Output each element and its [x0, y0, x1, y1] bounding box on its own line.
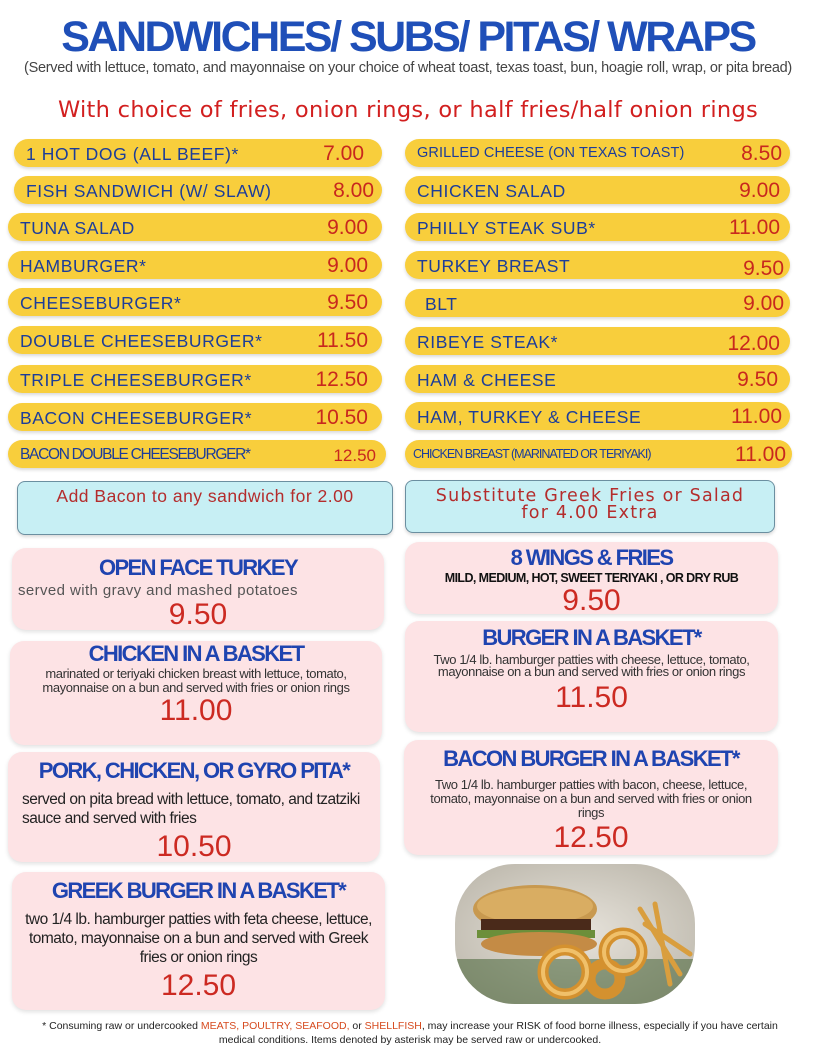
disclaimer-meats: MEATS, POULTRY, SEAFOOD, — [200, 1020, 350, 1032]
item-price: 9.50 — [327, 291, 368, 314]
menu-item — [405, 402, 790, 430]
health-disclaimer — [30, 1019, 790, 1047]
menu-item — [8, 251, 382, 279]
substitute-text: Substitute Greek Fries or Salad for 4.00 Extra — [435, 486, 745, 523]
special-title: OPEN FACE TURKEY — [98, 555, 298, 580]
add-bacon-note — [17, 481, 393, 535]
special-price: 12.50 — [553, 821, 629, 854]
item-name: CHICKEN SALAD — [417, 181, 566, 201]
item-price: 11.00 — [735, 443, 786, 466]
special-desc: marinated or teriyaki chicken breast with lettuce, tomato, mayonnaise on a bun and served with fries or onion rings — [42, 666, 350, 695]
special-desc: MILD, MEDIUM, HOT, SWEET TERIYAKI , OR DRY RUB — [444, 571, 739, 585]
disclaimer-pre: * Consuming raw or undercooked — [42, 1020, 201, 1032]
chicken-basket-card — [10, 641, 382, 745]
side-choice-text: With choice of fries, onion rings, or half fries/half onion rings — [57, 97, 759, 123]
item-price: 12.50 — [315, 368, 368, 391]
special-title: BURGER IN A BASKET* — [482, 625, 701, 650]
item-name: 1 HOT DOG (ALL BEEF)* — [26, 144, 239, 164]
item-name: TUNA SALAD — [20, 218, 135, 238]
special-title: 8 WINGS & FRIES — [510, 545, 673, 570]
menu-item — [8, 365, 382, 393]
item-price: 12.50 — [333, 446, 376, 465]
special-title: BACON BURGER IN A BASKET* — [443, 746, 739, 771]
item-name: HAM, TURKEY & CHEESE — [417, 407, 642, 427]
item-price: 9.00 — [743, 292, 784, 315]
menu-title: SANDWICHES/ SUBS/ PITAS/ WRAPS — [61, 13, 755, 61]
item-name: CHICKEN BREAST (MARINATED OR TERIYAKI) — [413, 447, 651, 461]
item-price: 9.00 — [739, 179, 780, 202]
item-name: TRIPLE CHEESEBURGER* — [20, 370, 252, 390]
special-price: 12.50 — [160, 969, 237, 1002]
item-price: 10.50 — [315, 406, 368, 429]
wings-card — [405, 542, 778, 617]
special-price: 9.50 — [168, 598, 228, 631]
special-title: CHICKEN IN A BASKET — [88, 641, 304, 666]
item-price: 11.00 — [729, 216, 780, 239]
special-price: 9.50 — [562, 584, 621, 617]
item-name: RIBEYE STEAK* — [417, 332, 559, 352]
menu-item — [405, 289, 790, 317]
item-price: 9.00 — [327, 216, 368, 239]
disclaimer-post: , may increase your RISK of food borne illness, especially if you have certain medical conditions. Items denoted by asterisk may be served raw or undercooked. — [218, 1020, 778, 1046]
item-name: HAMBURGER* — [20, 256, 147, 276]
menu-item — [8, 440, 386, 468]
menu-item — [8, 213, 382, 241]
menu-item — [14, 139, 382, 167]
menu-item — [405, 365, 790, 393]
item-name: PHILLY STEAK SUB* — [417, 218, 596, 238]
item-price: 8.00 — [333, 179, 374, 202]
item-name: GRILLED CHEESE (ON TEXAS TOAST) — [417, 145, 685, 161]
item-name: CHEESEBURGER* — [20, 293, 182, 313]
special-desc: served on pita bread with lettuce, tomato, and tzatziki sauce and served with fries — [22, 791, 360, 827]
disclaimer-shellfish: SHELLFISH — [364, 1020, 422, 1032]
item-price: 7.00 — [323, 142, 364, 165]
special-desc: Two 1/4 lb. hamburger patties with cheese, lettuce, tomato, mayonnaise on a bun and served with fries or onion rings — [433, 652, 750, 679]
item-name: FISH SANDWICH (W/ SLAW) — [26, 181, 272, 201]
menu-item — [405, 251, 790, 279]
item-name: BACON DOUBLE CHEESEBURGER* — [20, 446, 250, 463]
item-price: 8.50 — [741, 142, 782, 165]
special-title: GREEK BURGER IN A BASKET* — [51, 878, 346, 903]
menu-subtitle: (Served with lettuce, tomato, and mayonnaise on your choice of wheat toast, texas toast, bun, hoagie roll, wrap, or pita bread) — [24, 60, 792, 76]
open-face-turkey-card — [12, 548, 384, 630]
menu-item — [8, 403, 382, 431]
menu-item — [405, 327, 790, 355]
menu-item — [14, 176, 382, 204]
menu-item — [405, 176, 790, 204]
special-title: PORK, CHICKEN, OR GYRO PITA* — [38, 758, 350, 783]
item-price: 9.50 — [737, 368, 778, 391]
burger-and-onion-rings-photo — [455, 864, 695, 1004]
menu-item — [405, 139, 790, 167]
bacon-burger-card — [404, 740, 778, 855]
item-price: 9.00 — [327, 254, 368, 277]
menu-item — [405, 440, 792, 468]
pita-card — [8, 752, 380, 862]
special-desc: Two 1/4 lb. hamburger patties with bacon, cheese, lettuce, tomato, mayonnaise on a bun and served with fries or onion rings — [430, 777, 752, 820]
add-bacon-text: Add Bacon to any sandwich for 2.00 — [56, 486, 354, 506]
menu-item — [8, 288, 382, 316]
menu-item — [8, 326, 382, 354]
burger-basket-card — [405, 621, 778, 732]
item-price: 11.00 — [731, 405, 782, 428]
greek-burger-card — [12, 872, 385, 1010]
item-name: BLT — [425, 294, 458, 314]
disclaimer-or: or — [349, 1020, 365, 1032]
item-name: HAM & CHEESE — [417, 370, 557, 390]
item-price: 12.00 — [727, 332, 780, 355]
special-price: 11.50 — [555, 681, 628, 714]
menu-item — [405, 213, 790, 241]
special-price: 10.50 — [156, 830, 232, 863]
special-desc: served with gravy and mashed potatoes — [18, 582, 298, 599]
item-name: DOUBLE CHEESEBURGER* — [20, 331, 263, 351]
item-name: TURKEY BREAST — [417, 256, 571, 276]
item-name: BACON CHEESEBURGER* — [20, 408, 253, 428]
special-desc: two 1/4 lb. hamburger patties with feta cheese, lettuce, tomato, mayonnaise on a bun and served with Greek fries or onion rings — [25, 911, 372, 966]
burger-photo-icon — [455, 864, 695, 1004]
special-price: 11.00 — [159, 694, 233, 727]
item-price: 9.50 — [743, 257, 784, 280]
substitute-note — [405, 480, 775, 533]
item-price: 11.50 — [317, 329, 368, 352]
